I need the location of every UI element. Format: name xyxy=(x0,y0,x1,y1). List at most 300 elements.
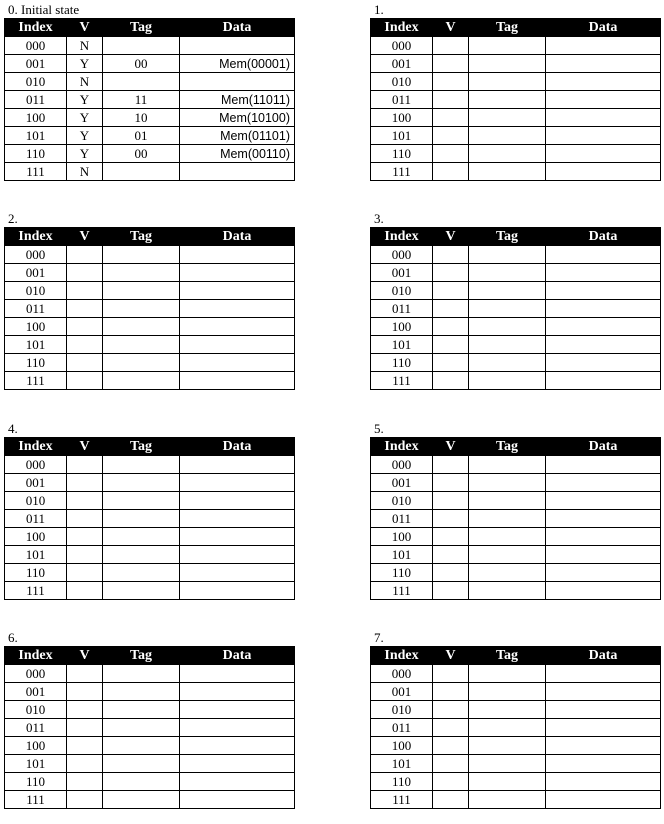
data-cell xyxy=(546,354,661,372)
index-cell: 000 xyxy=(5,456,67,474)
valid-cell xyxy=(67,564,103,582)
index-cell: 010 xyxy=(5,701,67,719)
table-row xyxy=(5,510,295,528)
valid-cell xyxy=(67,282,103,300)
tag-cell xyxy=(469,719,546,737)
data-cell xyxy=(546,456,661,474)
index-header: Index xyxy=(5,438,67,456)
tag-cell xyxy=(103,354,180,372)
valid-header: V xyxy=(67,19,103,37)
table-row xyxy=(371,127,661,145)
valid-cell: N xyxy=(67,37,103,55)
data-cell: Mem(00110) xyxy=(180,145,295,163)
index-cell: 110 xyxy=(5,773,67,791)
index-cell: 010 xyxy=(371,492,433,510)
index-cell: 001 xyxy=(5,55,67,73)
tag-cell xyxy=(103,737,180,755)
index-header: Index xyxy=(5,19,67,37)
table-row xyxy=(371,336,661,354)
tag-cell xyxy=(469,264,546,282)
index-cell: 001 xyxy=(371,55,433,73)
index-cell: 011 xyxy=(5,300,67,318)
tag-cell xyxy=(103,456,180,474)
data-cell xyxy=(180,582,295,600)
table-row xyxy=(371,719,661,737)
table-row xyxy=(5,127,295,145)
tag-cell xyxy=(469,37,546,55)
table-row xyxy=(371,546,661,564)
tag-cell xyxy=(469,564,546,582)
panel-title: 0. Initial state xyxy=(8,2,80,17)
valid-cell xyxy=(433,755,469,773)
valid-cell xyxy=(433,282,469,300)
table-row xyxy=(5,582,295,600)
valid-cell xyxy=(67,719,103,737)
index-cell: 111 xyxy=(5,372,67,390)
tag-cell xyxy=(103,492,180,510)
valid-cell xyxy=(433,109,469,127)
table-row xyxy=(5,665,295,683)
valid-cell xyxy=(433,300,469,318)
index-cell: 100 xyxy=(371,737,433,755)
tag-cell xyxy=(103,264,180,282)
table-row xyxy=(371,264,661,282)
index-cell: 101 xyxy=(5,755,67,773)
valid-cell xyxy=(433,665,469,683)
valid-cell: Y xyxy=(67,109,103,127)
index-cell: 001 xyxy=(371,683,433,701)
index-cell: 110 xyxy=(5,354,67,372)
index-header: Index xyxy=(371,438,433,456)
index-cell: 001 xyxy=(371,474,433,492)
tag-cell xyxy=(469,683,546,701)
index-cell: 111 xyxy=(5,582,67,600)
table-row xyxy=(5,163,295,181)
data-cell xyxy=(180,37,295,55)
data-cell xyxy=(180,492,295,510)
valid-cell: N xyxy=(67,163,103,181)
tag-cell xyxy=(103,474,180,492)
valid-cell xyxy=(433,456,469,474)
panel-title: 1. xyxy=(374,2,384,17)
data-cell xyxy=(546,282,661,300)
valid-cell xyxy=(433,510,469,528)
index-header: Index xyxy=(5,647,67,665)
data-cell xyxy=(546,528,661,546)
tag-cell xyxy=(469,282,546,300)
index-header: Index xyxy=(5,228,67,246)
index-cell: 000 xyxy=(371,665,433,683)
data-cell xyxy=(546,683,661,701)
valid-cell xyxy=(67,474,103,492)
tag-cell xyxy=(469,492,546,510)
index-cell: 010 xyxy=(5,282,67,300)
data-header: Data xyxy=(546,19,661,37)
tag-cell xyxy=(469,372,546,390)
data-cell xyxy=(180,528,295,546)
index-cell: 101 xyxy=(5,127,67,145)
cache-panel-5 xyxy=(370,421,660,600)
tag-header: Tag xyxy=(103,19,180,37)
tag-cell xyxy=(469,336,546,354)
data-cell xyxy=(180,791,295,809)
valid-cell: N xyxy=(67,73,103,91)
valid-cell xyxy=(67,582,103,600)
panel-title: 7. xyxy=(374,630,384,645)
panel-title: 3. xyxy=(374,211,384,226)
data-cell xyxy=(180,163,295,181)
tag-header: Tag xyxy=(103,438,180,456)
tag-cell xyxy=(103,719,180,737)
tag-cell xyxy=(103,564,180,582)
index-cell: 101 xyxy=(5,336,67,354)
data-cell xyxy=(180,665,295,683)
data-cell xyxy=(180,773,295,791)
valid-header: V xyxy=(67,438,103,456)
table-row xyxy=(5,372,295,390)
data-cell: Mem(00001) xyxy=(180,55,295,73)
index-cell: 111 xyxy=(5,163,67,181)
tag-cell xyxy=(469,773,546,791)
index-cell: 101 xyxy=(371,546,433,564)
table-row xyxy=(371,701,661,719)
valid-header: V xyxy=(433,438,469,456)
index-cell: 000 xyxy=(5,37,67,55)
data-cell xyxy=(546,145,661,163)
valid-cell: Y xyxy=(67,55,103,73)
data-cell xyxy=(546,546,661,564)
table-row xyxy=(5,474,295,492)
data-cell: Mem(11011) xyxy=(180,91,295,109)
index-cell: 011 xyxy=(5,91,67,109)
tag-cell xyxy=(103,755,180,773)
valid-cell xyxy=(67,354,103,372)
data-header: Data xyxy=(546,647,661,665)
valid-cell xyxy=(67,456,103,474)
index-cell: 111 xyxy=(5,791,67,809)
index-cell: 101 xyxy=(371,127,433,145)
data-cell xyxy=(180,456,295,474)
tag-cell xyxy=(469,109,546,127)
data-cell xyxy=(546,163,661,181)
index-cell: 101 xyxy=(371,336,433,354)
cache-table xyxy=(4,646,295,809)
table-row xyxy=(371,582,661,600)
data-cell xyxy=(180,510,295,528)
table-row xyxy=(5,683,295,701)
tag-cell xyxy=(103,546,180,564)
data-cell xyxy=(180,564,295,582)
tag-header: Tag xyxy=(103,228,180,246)
tag-cell: 11 xyxy=(103,91,180,109)
valid-cell xyxy=(67,336,103,354)
valid-cell xyxy=(433,264,469,282)
table-row xyxy=(371,528,661,546)
data-header: Data xyxy=(180,438,295,456)
cache-table xyxy=(370,646,661,809)
valid-cell xyxy=(433,354,469,372)
valid-cell xyxy=(67,683,103,701)
table-row xyxy=(5,456,295,474)
valid-header: V xyxy=(433,228,469,246)
header-row xyxy=(371,228,661,246)
valid-header: V xyxy=(67,647,103,665)
tag-cell xyxy=(103,683,180,701)
data-cell xyxy=(546,773,661,791)
table-row xyxy=(371,37,661,55)
data-cell xyxy=(180,318,295,336)
index-cell: 011 xyxy=(371,91,433,109)
tag-cell xyxy=(469,701,546,719)
table-row xyxy=(5,564,295,582)
data-cell xyxy=(546,37,661,55)
table-row xyxy=(371,300,661,318)
tag-cell xyxy=(103,791,180,809)
cache-panel-0 xyxy=(4,2,294,181)
tag-cell xyxy=(103,163,180,181)
valid-cell xyxy=(433,737,469,755)
data-cell: Mem(01101) xyxy=(180,127,295,145)
index-cell: 100 xyxy=(5,737,67,755)
valid-cell xyxy=(433,773,469,791)
valid-cell: Y xyxy=(67,145,103,163)
data-header: Data xyxy=(546,228,661,246)
tag-header: Tag xyxy=(469,228,546,246)
header-row xyxy=(5,228,295,246)
cache-table xyxy=(370,18,661,181)
data-header: Data xyxy=(546,438,661,456)
table-row xyxy=(5,300,295,318)
index-cell: 000 xyxy=(371,37,433,55)
table-row xyxy=(5,55,295,73)
data-cell xyxy=(546,510,661,528)
cache-panel-3 xyxy=(370,211,660,390)
table-row xyxy=(5,282,295,300)
data-cell xyxy=(180,336,295,354)
valid-cell xyxy=(433,683,469,701)
index-cell: 001 xyxy=(371,264,433,282)
index-cell: 111 xyxy=(371,372,433,390)
valid-cell xyxy=(67,318,103,336)
valid-cell xyxy=(433,55,469,73)
panel-title: 6. xyxy=(8,630,18,645)
tag-cell xyxy=(103,665,180,683)
valid-cell xyxy=(67,528,103,546)
cache-panel-6 xyxy=(4,630,294,809)
index-header: Index xyxy=(371,647,433,665)
table-row xyxy=(5,492,295,510)
index-cell: 010 xyxy=(371,701,433,719)
table-row xyxy=(5,145,295,163)
tag-cell xyxy=(469,91,546,109)
data-cell xyxy=(546,372,661,390)
table-row xyxy=(371,282,661,300)
tag-cell xyxy=(469,354,546,372)
tag-cell xyxy=(469,582,546,600)
table-row xyxy=(371,474,661,492)
data-cell xyxy=(546,564,661,582)
header-row xyxy=(371,438,661,456)
valid-cell xyxy=(433,564,469,582)
index-cell: 000 xyxy=(5,665,67,683)
table-row xyxy=(5,264,295,282)
index-cell: 110 xyxy=(371,145,433,163)
data-header: Data xyxy=(180,647,295,665)
header-row xyxy=(5,19,295,37)
cache-table xyxy=(4,18,295,181)
table-row xyxy=(5,737,295,755)
tag-cell xyxy=(103,773,180,791)
tag-cell: 10 xyxy=(103,109,180,127)
index-cell: 100 xyxy=(371,318,433,336)
tag-cell xyxy=(469,474,546,492)
data-cell xyxy=(180,372,295,390)
tag-cell xyxy=(103,300,180,318)
index-cell: 110 xyxy=(5,564,67,582)
panel-title: 2. xyxy=(8,211,18,226)
valid-cell xyxy=(433,492,469,510)
cache-table xyxy=(4,437,295,600)
index-cell: 110 xyxy=(5,145,67,163)
table-row xyxy=(371,683,661,701)
table-row xyxy=(371,246,661,264)
table-row xyxy=(371,55,661,73)
table-row xyxy=(371,737,661,755)
data-cell xyxy=(180,264,295,282)
valid-cell xyxy=(67,300,103,318)
data-cell xyxy=(180,246,295,264)
index-cell: 110 xyxy=(371,773,433,791)
valid-cell xyxy=(433,145,469,163)
tag-cell xyxy=(103,282,180,300)
tag-cell xyxy=(469,791,546,809)
data-cell xyxy=(546,719,661,737)
data-cell xyxy=(546,109,661,127)
table-row xyxy=(371,492,661,510)
valid-cell xyxy=(67,737,103,755)
valid-cell xyxy=(67,510,103,528)
valid-cell xyxy=(67,755,103,773)
index-cell: 111 xyxy=(371,163,433,181)
data-cell xyxy=(546,55,661,73)
cache-panel-2 xyxy=(4,211,294,390)
header-row xyxy=(371,19,661,37)
valid-cell xyxy=(433,336,469,354)
tag-cell xyxy=(103,336,180,354)
data-cell xyxy=(546,336,661,354)
data-cell xyxy=(180,73,295,91)
valid-cell xyxy=(67,701,103,719)
index-cell: 010 xyxy=(371,282,433,300)
table-row xyxy=(5,719,295,737)
valid-cell xyxy=(67,246,103,264)
table-row xyxy=(5,91,295,109)
data-cell: Mem(10100) xyxy=(180,109,295,127)
index-cell: 001 xyxy=(5,264,67,282)
table-row xyxy=(5,546,295,564)
tag-cell xyxy=(103,318,180,336)
tag-cell xyxy=(469,456,546,474)
index-cell: 000 xyxy=(5,246,67,264)
table-row xyxy=(371,791,661,809)
table-row xyxy=(371,145,661,163)
data-cell xyxy=(546,300,661,318)
index-cell: 001 xyxy=(5,474,67,492)
valid-cell xyxy=(433,91,469,109)
table-row xyxy=(371,73,661,91)
table-row xyxy=(371,372,661,390)
table-row xyxy=(5,701,295,719)
table-row xyxy=(371,456,661,474)
tag-cell xyxy=(469,755,546,773)
table-row xyxy=(371,91,661,109)
tag-cell xyxy=(103,582,180,600)
index-cell: 011 xyxy=(5,510,67,528)
tag-cell xyxy=(469,665,546,683)
tag-cell xyxy=(103,372,180,390)
table-row xyxy=(5,37,295,55)
valid-cell xyxy=(67,264,103,282)
data-cell xyxy=(546,474,661,492)
valid-header: V xyxy=(433,647,469,665)
table-row xyxy=(5,354,295,372)
table-row xyxy=(5,109,295,127)
index-cell: 111 xyxy=(371,582,433,600)
data-cell xyxy=(180,300,295,318)
index-cell: 010 xyxy=(5,73,67,91)
valid-cell xyxy=(433,582,469,600)
index-header: Index xyxy=(371,228,433,246)
valid-cell xyxy=(433,546,469,564)
data-cell xyxy=(180,354,295,372)
data-cell xyxy=(546,246,661,264)
valid-cell: Y xyxy=(67,91,103,109)
data-cell xyxy=(180,755,295,773)
valid-cell xyxy=(433,474,469,492)
header-row xyxy=(5,438,295,456)
header-row xyxy=(5,647,295,665)
valid-cell: Y xyxy=(67,127,103,145)
data-cell xyxy=(546,791,661,809)
tag-cell xyxy=(469,127,546,145)
index-cell: 110 xyxy=(371,354,433,372)
data-cell xyxy=(180,282,295,300)
table-row xyxy=(5,73,295,91)
index-cell: 101 xyxy=(371,755,433,773)
table-row xyxy=(5,336,295,354)
tag-cell xyxy=(103,37,180,55)
valid-cell xyxy=(67,492,103,510)
valid-cell xyxy=(67,773,103,791)
valid-cell xyxy=(433,719,469,737)
data-cell xyxy=(180,737,295,755)
valid-cell xyxy=(433,372,469,390)
data-cell xyxy=(546,492,661,510)
index-cell: 000 xyxy=(371,456,433,474)
data-cell xyxy=(546,755,661,773)
tag-cell xyxy=(469,546,546,564)
cache-panel-7 xyxy=(370,630,660,809)
cache-panel-4 xyxy=(4,421,294,600)
tag-cell xyxy=(469,145,546,163)
valid-cell xyxy=(433,528,469,546)
data-cell xyxy=(180,701,295,719)
index-cell: 100 xyxy=(371,528,433,546)
tag-header: Tag xyxy=(469,438,546,456)
table-row xyxy=(371,354,661,372)
valid-cell xyxy=(433,37,469,55)
table-row xyxy=(371,665,661,683)
